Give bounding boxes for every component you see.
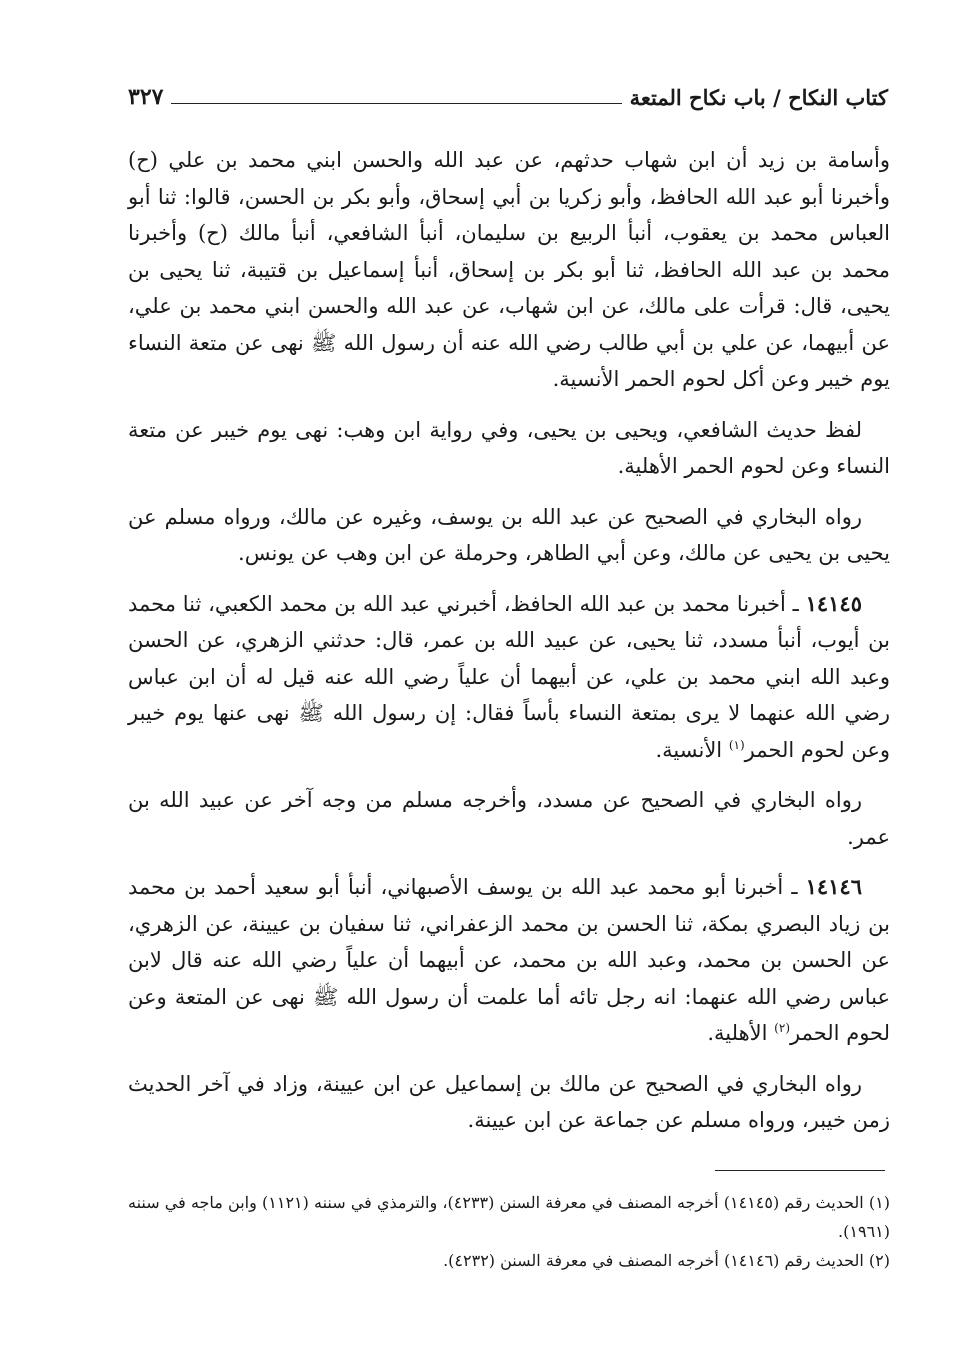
hadith-text-end: الأهلية. bbox=[707, 1021, 775, 1045]
footnote-separator bbox=[715, 1170, 885, 1171]
footnotes bbox=[128, 1188, 890, 1275]
paragraph-1: وأسامة بن زيد أن ابن شهاب حدثهم، عن عبد الله والحسن ابني محمد بن علي (ح) وأخبرنا أبو عبد الله الحافظ، وأبو زكريا بن أبي إسحاق، وأبو بكر بن الحسن، قالوا: ثنا أبو العباس محمد بن يعقوب، أنبأ الربيع بن سليمان، أنبأ الشافعي، أنبأ مالك (ح) وأخبرنا محمد بن عبد الله الحافظ، ثنا أبو بكر بن إسحاق، أنبأ إسماعيل بن قتيبة، ثنا يحيى بن يحيى، قال: قرأت على مالك، عن ابن شهاب، عن عبد الله والحسن ابني محمد بن علي، عن أبيهما، عن علي بن أبي طالب رضي الله عنه أن رسول الله ﷺ نهى عن متعة النساء يوم خيبر وعن أكل لحوم الحمر الأنسية. bbox=[128, 148, 890, 391]
hadith-text: ـ أخبرنا محمد بن عبد الله الحافظ، أخبرني عبد الله بن محمد الكعبي، ثنا محمد بن أيوب، أنبأ مسدد، ثنا يحيى، عن عبيد الله بن عمر، قال: حدثني الزهري، عن الحسن وعبد الله ابني محمد بن علي، عن أبيهما أن علياً رضي الله عنه قيل له أن ابن عباس رضي الله عنهما لا يرى بمتعة النساء بأساً فقال: إن رسول الله ﷺ نهى عنها يوم خيبر وعن لحوم الحمر bbox=[128, 591, 890, 762]
hadith-number: ١٤١٤٦ bbox=[805, 874, 862, 899]
hadith-text-end: الأنسية. bbox=[655, 737, 729, 762]
footnote-1: (١) الحديث رقم (١٤١٤٥) أخرجه المصنف في معرفة السنن (٤٢٣٣)، والترمذي في سننه (١١٢١) وابن ماجه في سننه (١٩٦١). bbox=[128, 1193, 891, 1241]
footnote-ref-1: (١) bbox=[728, 737, 745, 752]
header-rule bbox=[171, 103, 621, 104]
footnote-ref-2: (٢) bbox=[774, 1021, 790, 1035]
paragraph-3: رواه البخاري في الصحيح عن عبد الله بن يوسف، وغيره عن مالك، ورواه مسلم عن يحيى بن يحيى عن مالك، وعن أبي الطاهر، وحرملة عن ابن وهب عن يونس. bbox=[128, 504, 890, 565]
hadith-text: ـ أخبرنا أبو محمد عبد الله بن يوسف الأصبهاني، أنبأ أبو سعيد أحمد بن محمد بن زياد البصري بمكة، ثنا الحسن بن محمد الزعفراني، ثنا سفيان بن عيينة، عن الزهري، عن الحسن بن محمد، وعبد الله بن محمد، عن أبيهما أن علياً رضي الله عنه قال لابن عباس رضي الله عنهما: انه رجل تائه أما علمت أن رسول الله ﷺ نهى عن المتعة وعن لحوم الحمر bbox=[128, 875, 890, 1045]
paragraph-7: رواه البخاري في الصحيح عن مالك بن إسماعيل عن ابن عيينة، وزاد في آخر الحديث زمن خيبر، ورواه مسلم عن جماعة عن ابن عيينة. bbox=[128, 1071, 890, 1132]
hadith-14146 bbox=[128, 869, 890, 1052]
running-header bbox=[128, 72, 888, 112]
hadith-number: ١٤١٤٥ bbox=[805, 590, 862, 616]
chapter-title: كتاب النكاح / باب نكاح المتعة bbox=[629, 85, 888, 110]
paragraph-2: لفظ حديث الشافعي، ويحيى بن يحيى، وفي رواية ابن وهب: نهى يوم خيبر عن متعة النساء وعن لحوم الحمر الأهلية. bbox=[128, 417, 890, 478]
footnote-2: (٢) الحديث رقم (١٤١٤٦) أخرجه المصنف في معرفة السنن (٤٢٣٢). bbox=[443, 1251, 890, 1270]
hadith-14145 bbox=[128, 586, 890, 769]
main-text bbox=[128, 142, 890, 1153]
page-number: ٣٢٧ bbox=[128, 84, 164, 110]
paragraph-5: رواه البخاري في الصحيح عن مسدد، وأخرجه مسلم من وجه آخر عن عبيد الله بن عمر. bbox=[128, 788, 890, 849]
